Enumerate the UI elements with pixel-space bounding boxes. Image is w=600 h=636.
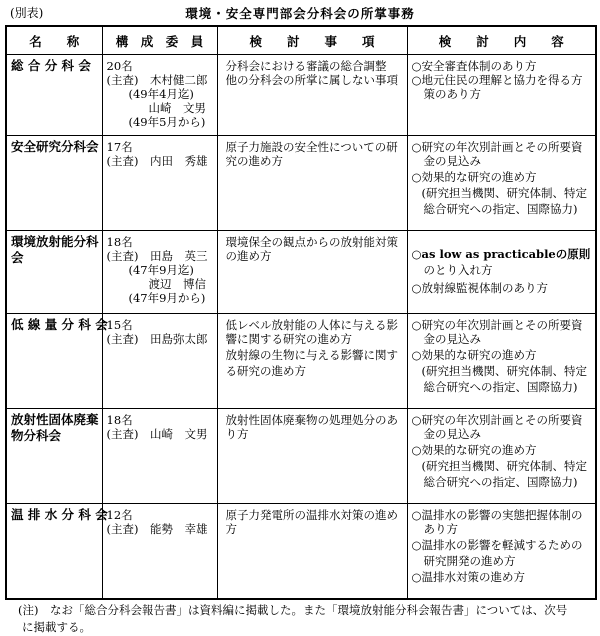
- subcommittee-table: [5, 25, 597, 600]
- footnote-line: (注) なお「総合分科会報告書」は資料編に掲載した。また「環境放射能分科会報告書」については、次号: [18, 603, 568, 617]
- name-cell: 総 合 分 科 会: [6, 55, 102, 136]
- items-cell: 環境保全の観点からの放射能対策 の進め方: [217, 231, 407, 314]
- items-cell: 放射性固体廃棄物の処理処分のあ り方: [217, 409, 407, 504]
- page-title: 環境・安全専門部会分科会の所掌事務: [185, 6, 415, 21]
- contents-cell: ○研究の年次別計画とその所要資 金の見込み ○効果的な研究の進め方 (研究担当機関、研究体制、特定 総合研究への指定、国際協力): [407, 409, 596, 504]
- items-cell: 低レベル放射能の人体に与える影 響に関する研究の進め方 放射線の生物に与える影響に関す る研究の進め方: [217, 314, 407, 409]
- table-row: [6, 409, 596, 504]
- name-cell: 環境放射能分科 会: [6, 231, 102, 314]
- contents-cell: ○研究の年次別計画とその所要資 金の見込み ○効果的な研究の進め方 (研究担当機関、研究体制、特定 総合研究への指定、国際協力): [407, 136, 596, 231]
- page-header: [0, 4, 600, 22]
- items-cell: 分科会における審議の総合調整 他の分科会の所掌に属しない事項: [217, 55, 407, 136]
- column-header: 名 称: [6, 26, 102, 55]
- table-row: [6, 504, 596, 599]
- items-cell: 原子力発電所の温排水対策の進め 方: [217, 504, 407, 599]
- members-cell: 20名 (主査) 木村健二郎 (49年4月迄) 山崎 文男 (49年5月から): [102, 55, 217, 136]
- table-row: [6, 314, 596, 409]
- items-cell: 原子力施設の安全性についての研 究の進め方: [217, 136, 407, 231]
- members-cell: 12名 (主査) 能勢 幸雄: [102, 504, 217, 599]
- footnote: [18, 602, 588, 636]
- members-cell: 18名 (主査) 山崎 文男: [102, 409, 217, 504]
- contents-cell: ○as low as practicableの原則 のとり入れ方 ○放射線監視体制のあり方: [407, 231, 596, 314]
- column-header: 検 討 内 容: [407, 26, 596, 55]
- name-cell: 安全研究分科会: [6, 136, 102, 231]
- table-row: [6, 136, 596, 231]
- name-cell: 放射性固体廃棄 物分科会: [6, 409, 102, 504]
- table-header-row: [6, 26, 596, 55]
- members-cell: 17名 (主査) 内田 秀雄: [102, 136, 217, 231]
- contents-cell: ○温排水の影響の実態把握体制の あり方 ○温排水の影響を軽減するための 研究開発の進め方 ○温排水対策の進め方: [407, 504, 596, 599]
- table-row: [6, 231, 596, 314]
- contents-cell: ○安全審査体制のあり方 ○地元住民の理解と協力を得る方 策のあり方: [407, 55, 596, 136]
- members-cell: 18名 (主査) 田島 英三 (47年9月迄) 渡辺 博信 (47年9月から): [102, 231, 217, 314]
- column-header: 検 討 事 項: [217, 26, 407, 55]
- name-cell: 低 線 量 分 科 会: [6, 314, 102, 409]
- name-cell: 温 排 水 分 科 会: [6, 504, 102, 599]
- footnote-line: に掲載する。: [22, 620, 91, 634]
- appendix-label: (別表): [10, 6, 44, 20]
- column-header: 構 成 委 員: [102, 26, 217, 55]
- members-cell: 15名 (主査) 田島弥太郎: [102, 314, 217, 409]
- contents-cell: ○研究の年次別計画とその所要資 金の見込み ○効果的な研究の進め方 (研究担当機関、研究体制、特定 総合研究への指定、国際協力): [407, 314, 596, 409]
- table-row: [6, 55, 596, 136]
